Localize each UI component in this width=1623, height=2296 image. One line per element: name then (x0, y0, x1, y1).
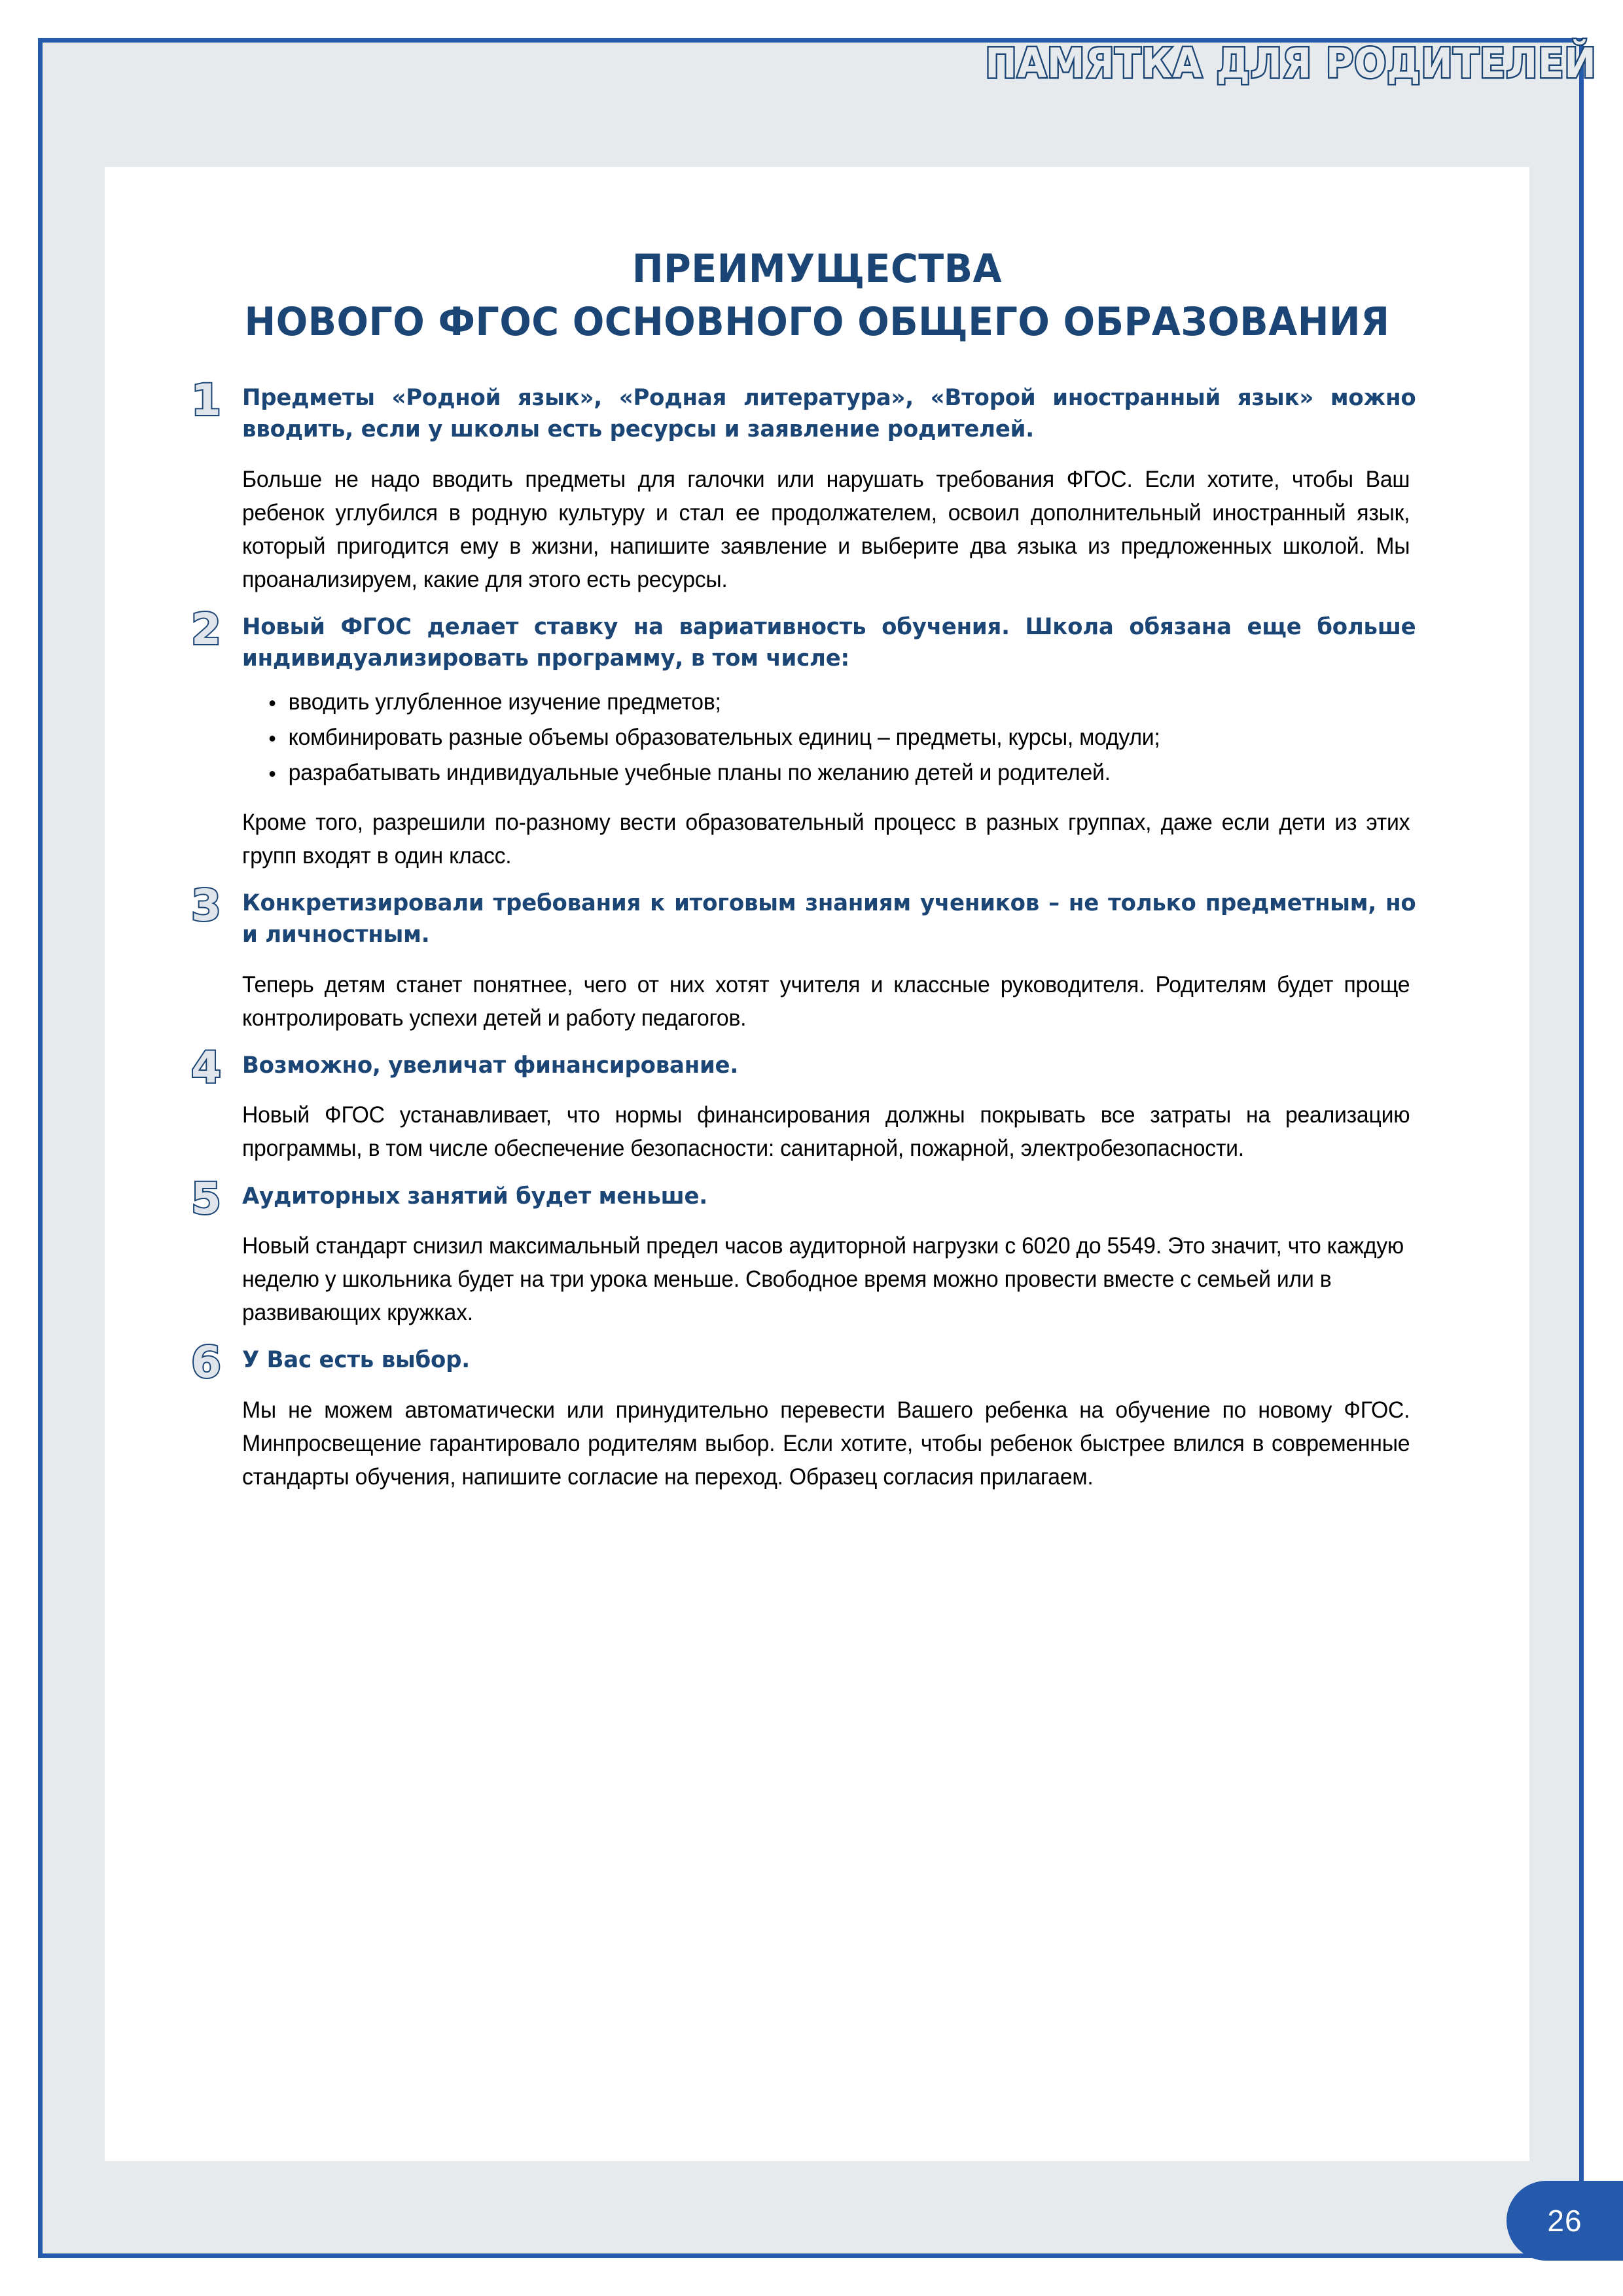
item-number: 6 (191, 1337, 221, 1388)
page-title (182, 245, 1452, 346)
list-item-bullet: разрабатывать индивидуальные учебные планы по желанию детей и родителей. (264, 757, 1410, 789)
item-paragraph: Больше не надо вводить предметы для галочки или нарушать требования ФГОС. Если хотите, чтобы Ваш ребенок углубился в родную культуру и стал ее продолжателем, освоил дополнительный иностранный язык, который пригодится ему в жизни, напишите заявление и выберите два языка из предложенных школой. Мы проанализируем, какие для этого есть ресурсы. (242, 466, 1410, 592)
item-number: 1 (191, 375, 221, 426)
item-heading: Аудиторных занятий будет меньше. (242, 1183, 708, 1210)
content-card (105, 167, 1529, 2161)
item-paragraph: Новый стандарт снизил максимальный предел часов аудиторной нагрузки с 6020 до 5549. Это значит, что каждую неделю у школьника будет на три урока меньше. Свободное время можно провести вместе с семьей или в развивающих кружках. (242, 1233, 1404, 1326)
list-item (182, 603, 1452, 872)
item-heading: У Вас есть выбор. (242, 1347, 470, 1374)
list-item-bullet: вводить углубленное изучение предметов; (264, 686, 1410, 719)
list-item (182, 375, 1452, 596)
page-number-badge (1507, 2181, 1623, 2261)
advantages-list (182, 375, 1452, 1494)
page-title-line-2: НОВОГО ФГОС ОСНОВНОГО ОБЩЕГО ОБРАЗОВАНИЯ (244, 299, 1390, 346)
item-number: 5 (191, 1173, 221, 1224)
spacer (182, 1336, 1452, 1345)
item-paragraph: Мы не можем автоматически или принудительно перевести Вашего ребенка на обучение по новому ФГОС. Минпросвещение гарантировало родителям выбор. Если хотите, чтобы ребенок быстрее влился в современные стандарты обучения, напишите согласие на переход. Образец согласия прилагаем. (242, 1397, 1410, 1490)
list-item (182, 1042, 1452, 1166)
spacer (182, 603, 1452, 612)
masthead-title: ПАМЯТКА ДЛЯ РОДИТЕЛЕЙ (985, 39, 1597, 87)
page-number: 26 (1547, 2204, 1582, 2238)
item-number: 4 (191, 1042, 221, 1093)
spacer (182, 1172, 1452, 1181)
item-heading: Предметы «Родной язык», «Родная литература», «Второй иностранный язык» можно вводить, если у школы есть ресурсы и заявление родителей. (242, 385, 1416, 442)
item-number: 3 (191, 880, 221, 931)
masthead (939, 37, 1597, 89)
list-item (182, 880, 1452, 1034)
spacer (182, 1041, 1452, 1050)
list-item-bullet: комбинировать разные объемы образовательных единиц – предметы, курсы, модули; (264, 721, 1410, 754)
list-item (182, 1337, 1452, 1494)
spacer (182, 879, 1452, 888)
item-paragraph: Теперь детям станет понятнее, чего от них хотят учителя и классные руководителя. Родителям будет проще контролировать успехи детей и работу педагогов. (242, 971, 1410, 1031)
list-item (182, 1173, 1452, 1330)
item-heading: Возможно, увеличат финансирование. (242, 1052, 739, 1079)
item-heading: Конкретизировали требования к итоговым знаниям учеников – не только предметным, но и личностным. (242, 890, 1416, 948)
item-paragraph: Новый ФГОС устанавливает, что нормы финансирования должны покрывать все затраты на реализацию программы, в том числе обеспечение безопасности: санитарной, пожарной, электробезопасности. (242, 1102, 1410, 1162)
item-paragraph: Кроме того, разрешили по-разному вести образовательный процесс в разных группах, даже если дети из этих групп входят в один класс. (242, 810, 1410, 869)
item-heading: Новый ФГОС делает ставку на вариативность обучения. Школа обязана еще больше индивидуализировать программу, в том числе: (242, 613, 1416, 672)
item-number: 2 (191, 603, 221, 655)
item-bullets (242, 686, 1452, 789)
page-title-line-1: ПРЕИМУЩЕСТВА (632, 246, 1003, 292)
